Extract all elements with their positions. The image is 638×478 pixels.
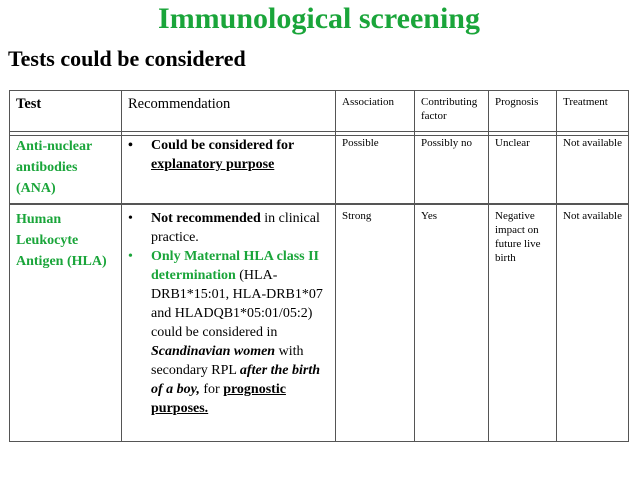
hla-rec2-a: (HLA-DRB1*15:01, HLA-DRB1*07 and HLADQB1*05:01/05:2) could be considered in <box>151 268 323 340</box>
hla-rec2-green: Only Maternal HLA class II determination <box>151 249 320 283</box>
header-test: Test <box>10 91 122 136</box>
ana-prognosis: Unclear <box>489 132 557 204</box>
header-treatment: Treatment <box>557 91 629 136</box>
header-contributing: Contributing factor <box>415 91 489 136</box>
table-row-ana <box>9 131 629 204</box>
ana-contributing: Possibly no <box>415 132 489 204</box>
hla-association: Strong <box>336 205 415 442</box>
header-recommendation: Recommendation <box>122 91 336 136</box>
slide-subtitle: Tests could be considered <box>8 46 246 71</box>
hla-recommendation <box>122 205 336 442</box>
bullet: • <box>128 138 133 153</box>
ana-association: Possible <box>336 132 415 204</box>
bullet: • <box>128 211 133 226</box>
header-prognosis: Prognosis <box>489 91 557 136</box>
ana-test-name: Anti-nuclear antibodies (ANA) <box>10 132 122 204</box>
hla-rec2-bi2: after the birth of a boy, <box>151 363 321 397</box>
ana-rec-underlined: explanatory purpose <box>151 157 275 172</box>
hla-rec1-rest: in clinical practice. <box>151 211 320 245</box>
slide-title: Immunological screening <box>158 2 480 35</box>
header-association: Association <box>336 91 415 136</box>
header-row <box>9 90 629 136</box>
ana-recommendation <box>122 132 336 204</box>
hla-prognosis: Negative impact on future live birth <box>489 205 557 442</box>
bullet: • <box>128 249 133 264</box>
hla-rec2-b: with secondary RPL <box>151 344 304 378</box>
hla-test-name: Human Leukocyte Antigen (HLA) <box>10 205 122 442</box>
table-row-hla <box>9 204 629 442</box>
hla-rec2-c: for <box>199 382 224 397</box>
hla-contributing: Yes <box>415 205 489 442</box>
ana-treatment: Not available <box>557 132 629 204</box>
hla-rec2-bi1: Scandinavian women <box>151 344 276 359</box>
ana-rec-text: Could be considered for <box>151 138 294 153</box>
hla-rec1-bold: Not recommended <box>151 211 261 226</box>
hla-rec2-bu: prognostic purposes. <box>151 382 286 416</box>
hla-treatment: Not available <box>557 205 629 442</box>
